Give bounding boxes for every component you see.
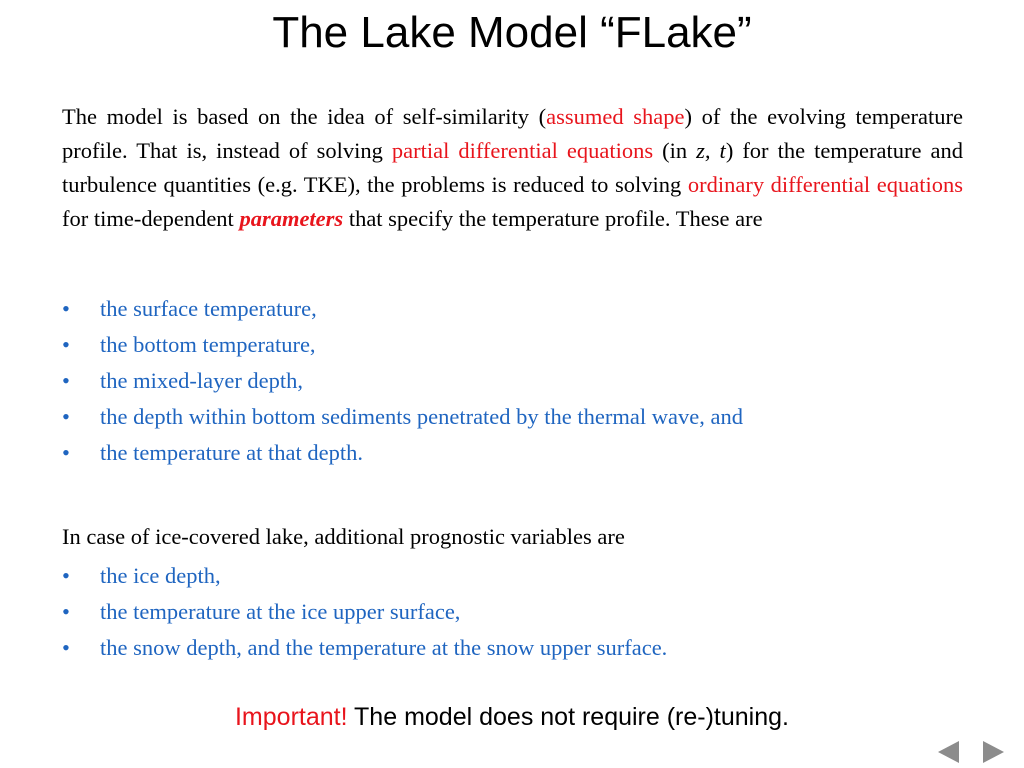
important-note <box>0 700 1024 734</box>
list-item: • the bottom temperature, <box>62 327 982 363</box>
triangle-left-icon[interactable] <box>937 740 959 764</box>
triangle-right-icon[interactable] <box>983 740 1005 764</box>
list-item: • the snow depth, and the temperature at the snow upper surface. <box>62 630 982 666</box>
highlight-assumed-shape: assumed shape <box>546 104 685 129</box>
intro-text: that specify the temperature profile. These are <box>343 206 763 231</box>
important-text: The model does not require (re-)tuning. <box>347 703 789 731</box>
intro-text: The model is based on the idea of self-similarity ( <box>62 104 547 129</box>
list-item: • the surface temperature, <box>62 291 982 327</box>
highlight-parameters: parameters <box>239 206 344 231</box>
intro-paragraph <box>62 100 963 236</box>
parameters-list <box>62 291 982 471</box>
ice-intro: In case of ice-covered lake, additional prognostic variables are <box>62 524 625 549</box>
list-item: • the depth within bottom sediments penetrated by the thermal wave, and <box>62 399 982 435</box>
bullet-icon: • <box>62 296 70 321</box>
list-item: • the ice depth, <box>62 558 982 594</box>
intro-text: ) for the temperature and turbulence quantities (e.g. TKE), the problems is reduced to solving <box>62 138 963 197</box>
intro-text: (in <box>653 138 697 163</box>
important-label: Important! <box>234 703 348 731</box>
bullet-icon: • <box>62 635 70 660</box>
highlight-pde: partial differential equations <box>391 138 654 163</box>
intro-text: ) of the evolving temperature profile. That is, instead of solving <box>62 104 963 163</box>
list-item: • the temperature at the ice upper surface, <box>62 594 982 630</box>
list-item: • the temperature at that depth. <box>62 435 982 471</box>
bullet-icon: • <box>62 368 70 393</box>
list-item: • the mixed-layer depth, <box>62 363 982 399</box>
variables-italic: z, t <box>696 138 726 163</box>
bullet-icon: • <box>62 440 70 465</box>
highlight-ode: ordinary differential equations <box>687 172 963 197</box>
slide-title: The Lake Model “FLake” <box>272 8 752 57</box>
bullet-icon: • <box>62 332 70 357</box>
ice-variables-list <box>62 558 982 666</box>
bullet-icon: • <box>62 404 70 429</box>
bullet-icon: • <box>62 599 70 624</box>
bullet-icon: • <box>62 563 70 588</box>
intro-text: for time-dependent <box>62 206 240 231</box>
